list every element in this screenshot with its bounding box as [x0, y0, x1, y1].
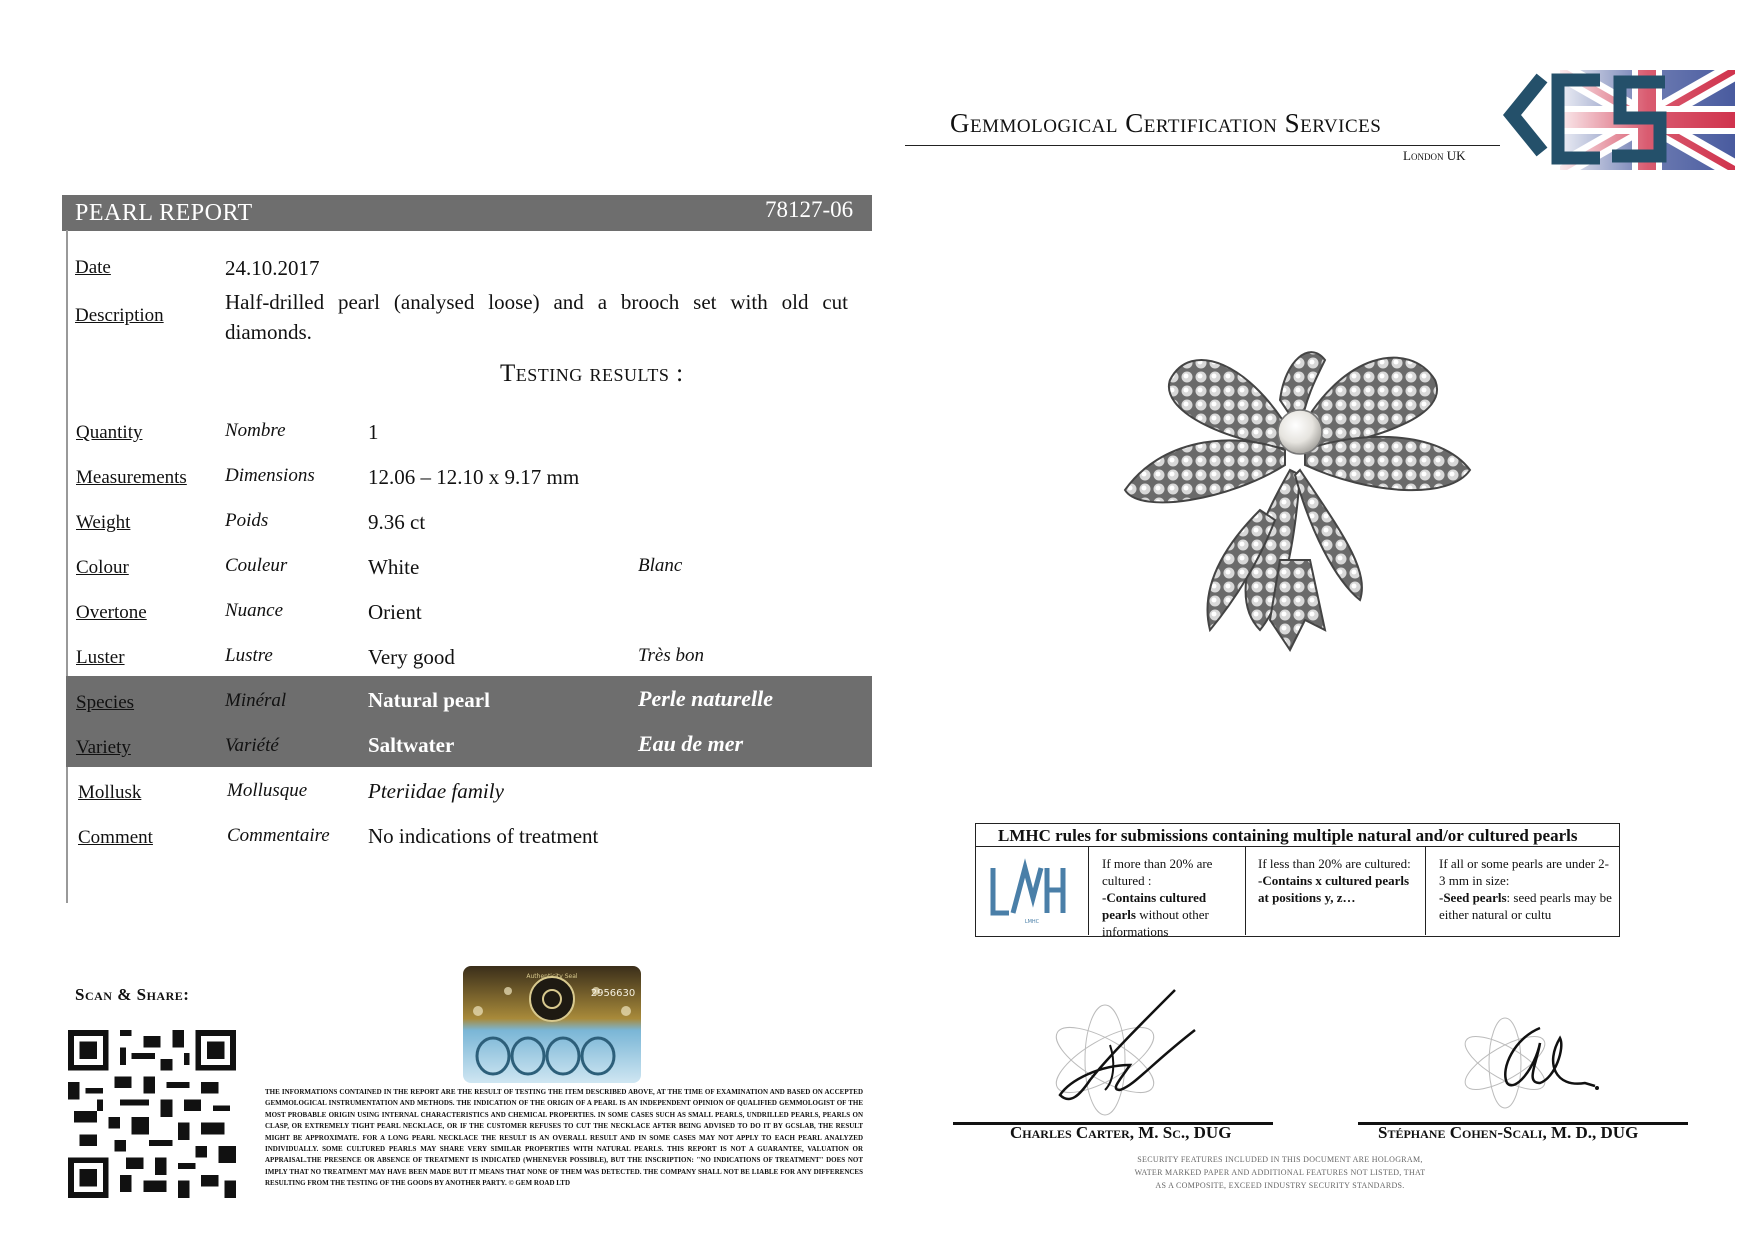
lmhc-col2-intro: If less than 20% are cultured: [1258, 856, 1411, 871]
right-signature [1445, 1008, 1605, 1118]
company-location: London UK [1403, 148, 1466, 163]
lmhc-col1-intro: If more than 20% are cultured : [1102, 856, 1213, 888]
lmhc-column-divider [1245, 846, 1246, 935]
lmhc-col3-intro: If all or some pearls are under 2-3 mm in size: [1439, 856, 1610, 888]
description-value: Half-drilled pearl (analysed loose) and a brooch set with old cut diamonds. [225, 290, 848, 344]
measurements-label: Measurements [76, 467, 187, 488]
variety-french: Variété [225, 735, 279, 756]
qr-code[interactable] [68, 1030, 236, 1198]
hologram-serial: 2956630 [590, 988, 636, 999]
lmhc-col2-bold: -Contains x cultured pearls at positions y, z… [1258, 873, 1410, 905]
variety-value: Saltwater [368, 733, 455, 757]
lmhc-col3-bold: -Seed pearls [1439, 890, 1507, 905]
species-value: Natural pearl [368, 688, 490, 712]
authenticity-hologram [463, 966, 641, 1083]
luster-value-french: Très bon [638, 645, 704, 666]
luster-french: Lustre [225, 645, 273, 666]
quantity-value: 1 [368, 420, 379, 444]
comment-french: Commentaire [227, 825, 330, 846]
species-label: Species [76, 692, 135, 713]
mollusk-value: Pteriidae family [368, 779, 504, 803]
species-french: Minéral [225, 690, 287, 711]
colour-value: White [368, 555, 420, 579]
left-signatory-name: Charles Carter, M. Sc., DUG [1010, 1123, 1232, 1142]
quantity-label: Quantity [76, 422, 143, 443]
date-label: Date [75, 257, 111, 278]
weight-french: Poids [225, 510, 269, 531]
colour-french: Couleur [225, 555, 288, 576]
date-value: 24.10.2017 [225, 256, 320, 280]
weight-label: Weight [76, 512, 131, 533]
right-signatory-name: Stéphane Cohen-Scali, M. D., DUG [1378, 1123, 1639, 1142]
lmhc-column-divider [1088, 846, 1089, 935]
gcs-logo [1500, 70, 1735, 170]
lmhc-col3-rest: : seed pearls may be either natural or cultu [1439, 890, 1612, 922]
security-features-note: SECURITY FEATURES INCLUDED IN THIS DOCUMENT ARE HOLOGRAM, WATER MARKED PAPER AND ADDITIONAL FEATURES NOT LISTED, THAT AS A COMPOSITE, EXCEED INDUSTRY SECURITY STANDARDS. [1134, 1155, 1426, 1190]
lmhc-col-seed-pearls [1439, 855, 1614, 923]
measurements-french: Dimensions [225, 465, 315, 486]
overtone-value: Orient [368, 600, 422, 624]
lmhc-col1-rest: without other informations [1102, 907, 1209, 939]
scan-share-label: Scan & Share: [75, 985, 190, 1004]
lmhc-title: LMHC rules for submissions containing multiple natural and/or cultured pearls [998, 826, 1578, 845]
brooch-photo [1110, 300, 1480, 700]
comment-label: Comment [78, 827, 153, 848]
colour-value-french: Blanc [638, 555, 683, 576]
disclaimer-text: THE INFORMATIONS CONTAINED IN THE REPORT ARE THE RESULT OF TESTING THE ITEM DESCRIBED ABOVE, AT THE TIME OF EXAMINATION AND BASED ON ACCEPTED GEMMOLOGICAL INSTRUMENTATION AND METHODS. THE INDICATION OF THE ORIGIN OF A PEARL IS AN INDEPENDENT OPINION OF QUALIFIED GEMMOLOGIST OF THE MOST PROBABLE ORIGIN USING INTERNAL CHARACTERISTICS AND CHEMICAL PROPERTIES. IN SOME CASES SUCH AS SMALL PEARLS, UNDRILLED PEARLS, PEARLS ON CLASP, OR EXTREMELY TIGHT PEARL NECKLACE, OR IF THE CUSTOMER REFUSES TO CUT THE NECKLACE AFTER BEING ADVISED TO DO IT BY GCSLAB, THE RESULT MIGHT BE APPROXIMATE. FOR A LONG PEARL NECKLACE THE RESULT IS AN OVERALL RESULT AND IN SOME CASES MAY NOT APPLY TO EACH PEARL ANALYZED INDIVIDUALLY. SOME CULTURED PEARLS MAY SHARE VERY SIMILAR PROPERTIES WITH NATURAL PEARLS. THIS REPORT IS NOT A GUARANTEE, VALUATION OR APPRAISAL.THE PRESENCE OR ABSENCE OF TREATMENT IS INDICATED (WHENEVER POSSIBLE), BUT THE INSCRIPTION: "NO INDICATIONS OF TREATMENT" DOES NOT IMPLY THAT NO TREATMENT MAY HAVE BEEN MADE BUT IT MEANS THAT NONE OF THEM WAS DETECTED. THE COMPANY SHALL NOT BE LIABLE FOR ANY DIFFERENCES RESULTING FROM THE TESTING OF THE GOODS BY ANOTHER PARTY. © GEM ROAD LTD [265, 1088, 863, 1188]
variety-label: Variety [76, 737, 131, 758]
company-name: Gemmological Certification Services [950, 108, 1382, 138]
lmhc-logo [985, 858, 1080, 926]
measurements-value: 12.06 – 12.10 x 9.17 mm [368, 465, 580, 489]
description-label: Description [75, 305, 164, 326]
quantity-french: Nombre [225, 420, 286, 441]
luster-value: Very good [368, 645, 455, 669]
left-signature [1020, 985, 1220, 1120]
mollusk-french: Mollusque [227, 780, 308, 801]
left-border-rule [66, 230, 68, 903]
overtone-label: Overtone [76, 602, 147, 623]
lmhc-col1-bold: -Contains cultured pearls [1102, 890, 1207, 922]
testing-results-title: Testing results : [500, 360, 684, 387]
hologram-seal-text: Authenticity Seal [526, 973, 578, 980]
report-title: PEARL REPORT [75, 200, 253, 226]
lmhc-col-more-than-20 [1102, 855, 1237, 940]
report-number: 78127-06 [765, 197, 854, 222]
species-value-french: Perle naturelle [638, 686, 774, 711]
weight-value: 9.36 ct [368, 510, 426, 534]
comment-value: No indications of treatment [368, 824, 599, 848]
lmhc-col-less-than-20 [1258, 855, 1420, 906]
lmhc-title-rule [975, 846, 1620, 847]
lmhc-column-divider [1425, 846, 1426, 935]
overtone-french: Nuance [225, 600, 284, 621]
mollusk-label: Mollusk [78, 782, 142, 803]
header-rule [905, 145, 1500, 146]
lmhc-logo-text: LMHC [1024, 919, 1040, 925]
colour-label: Colour [76, 557, 129, 578]
variety-value-french: Eau de mer [638, 731, 744, 756]
luster-label: Luster [76, 647, 125, 668]
